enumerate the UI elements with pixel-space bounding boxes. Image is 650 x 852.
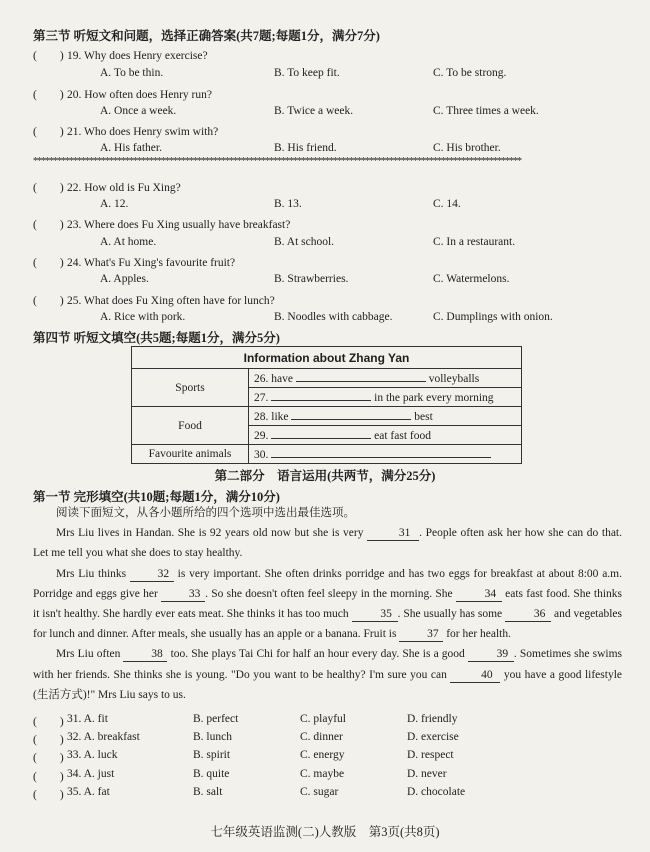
blank-40[interactable]: 40 <box>450 669 500 683</box>
paragraph-3: Mrs Liu often 38 too. She plays Tai Chi for half an hour every day. She is a good 39 . Sometimes she swims with her friends. She thinks she is young. "Do you want to be healthy? I'm sure you can 40 you have a good lifestyle (生活方式)!" Mrs Liu says to us. <box>33 648 622 701</box>
star-divider: ************************************************************************************************************************** <box>33 156 521 166</box>
blank-31[interactable]: 31 <box>367 527 419 541</box>
blank-38[interactable]: 38 <box>123 648 167 662</box>
blank-30[interactable] <box>271 447 491 458</box>
question-24: ( ) 24. What's Fu Xing's favourite fruit? <box>33 257 236 269</box>
paragraph-1: Mrs Liu lives in Handan. She is 92 years old now but she is very 31 . People often ask her how she can do that. Let me tell you what she does to stay healthy. <box>33 527 623 560</box>
page-footer: 七年级英语监测(二)人教版 第3页(共8页) <box>210 825 440 839</box>
exam-page: 第三节 听短文和问题，选择正确答案(共7题;每题1分，满分7分) ( ) 19. Why does Henry exercise? A. To be thin. B. To keep fit. C. To be strong. ( ) 20. How often does Henry run? A. Once a week. B. Twice a week. C. Three times a week. ( ) 21. Who does Henry swim with? A. His father. B. His friend. C. His brother. ************************************************************************************************************************** ( ) 22. How old is Fu Xing? A. 12. B. 13. C. 14. ( ) 23. Where does Fu Xing usually have breakfast? A. At home. B. At school. C. In a restaurant. ( ) 24. What's Fu Xing's favourite fruit? A. Apples. B. Strawberries. C. Watermelons. ( ) 25. What does Fu Xing often have for lunch? A. Rice with pork. B. Noodles with cabbage. C. Dumplings with onion. 第四节 听短文填空(共5题;每题1分，满分5分) Information about Zhang Yan Sports 26. have volleyballs 27. in the park every morning Food 28. like best 29. eat fast food Favourite animals 30. 第二部分 语言运用(共两节，满分25分) 第一节 完形填空(共10题;每题1分，满分10分) 阅读下面短文，从各小题所给的四个选项中选出最佳选项。 Mrs Liu lives in Handan. She is 92 years old now but she is very 31 . People often ask her how she can do that. Let me tell you what she does to stay healthy. Mrs Liu thinks 32 is very important. She often drinks porridge and has two eggs for breakfast at about 8:00 a.m. Porridge and eggs give her 33 . So she doesn't often feel sleepy in the morning. She 34 eats fast food. She thinks it isn't healthy. She hardly ever eats meat. She thinks it has too much 35 . She usually has some 36 and vegetables for lunch and dinner. After meals, she usually has an apple or a banana. Fruit is 37 for her health. Mrs Liu often 38 too. She plays Tai Chi for half an hour every day. She is a good 39 . Sometimes she swims with her friends. She thinks she is young. "Do you want to be healthy? I'm sure you can 40 you have a good lifestyle (生活方式)!" Mrs Liu says to us. ( ) 31. A. fit B. perfect C. playful D. friendly ( ) 32. A. breakfast B. lunch C. dinner D. exercise ( ) 33. A. luck B. spirit C. energy D. respect ( ) 34. A. just B. quite C. maybe D. never ( ) 35. A. fat B. salt C. sugar D. chocolate 七年级英语监测(二)人教版 第3页(共8页) <box>0 0 650 852</box>
row-label-food: Food <box>132 407 249 445</box>
cloze-passage <box>33 503 622 705</box>
blank-27[interactable] <box>271 390 371 401</box>
question-19: ( ) 19. Why does Henry exercise? <box>33 47 208 63</box>
blank-39[interactable]: 39 <box>468 648 514 662</box>
blank-35[interactable]: 35 <box>352 608 398 622</box>
question-20: ( ) 20. How often does Henry run? <box>33 89 212 101</box>
blank-37[interactable]: 37 <box>399 628 443 642</box>
blank-33[interactable]: 33 <box>161 588 205 602</box>
instruction: 阅读下面短文，从各小题所给的四个选项中选出最佳选项。 <box>56 507 355 519</box>
cell-26: 26. have volleyballs <box>249 369 522 388</box>
question-25: ( ) 25. What does Fu Xing often have for lunch? <box>33 295 275 307</box>
blank-26[interactable] <box>296 371 426 382</box>
blank-36[interactable]: 36 <box>505 608 551 622</box>
paragraph-2: Mrs Liu thinks 32 is very important. She often drinks porridge and has two eggs for breakfast at about 8:00 a.m. Porridge and eggs give her 33 . So she doesn't often feel sleepy in the morning. She 34 eats fast food. She thinks it isn't healthy. She hardly ever eats meat. She thinks it has too much 35 . She usually has some 36 and vegetables for lunch and dinner. After meals, she usually has an apple or a banana. Fruit is 37 for her health. <box>33 567 623 641</box>
cell-28: 28. like best <box>249 407 522 426</box>
blank-34[interactable]: 34 <box>456 588 502 602</box>
blank-29[interactable] <box>271 428 371 439</box>
table-title: Information about Zhang Yan <box>132 347 522 369</box>
answer-bracket[interactable]: ( ) <box>33 50 64 62</box>
cell-30: 30. <box>249 445 522 464</box>
question-21: ( ) 21. Who does Henry swim with? <box>33 126 219 138</box>
row-label-sports: Sports <box>132 369 249 407</box>
blank-32[interactable]: 32 <box>130 568 174 582</box>
question-22: ( ) 22. How old is Fu Xing? <box>33 182 181 194</box>
row-label-animals: Favourite animals <box>132 445 249 464</box>
info-table <box>131 346 522 464</box>
question-23: ( ) 23. Where does Fu Xing usually have breakfast? <box>33 219 291 231</box>
blank-28[interactable] <box>291 409 411 420</box>
cell-27: 27. in the park every morning <box>249 388 522 407</box>
cell-29: 29. eat fast food <box>249 426 522 445</box>
section-3-heading: 第三节 听短文和问题，选择正确答案(共7题;每题1分，满分7分) <box>33 29 380 43</box>
section-4-heading: 第四节 听短文填空(共5题;每题1分，满分5分) <box>33 331 280 345</box>
part-2-heading: 第二部分 语言运用(共两节，满分25分) <box>214 469 436 483</box>
part2-section-1-heading: 第一节 完形填空(共10题;每题1分，满分10分) <box>33 490 280 504</box>
